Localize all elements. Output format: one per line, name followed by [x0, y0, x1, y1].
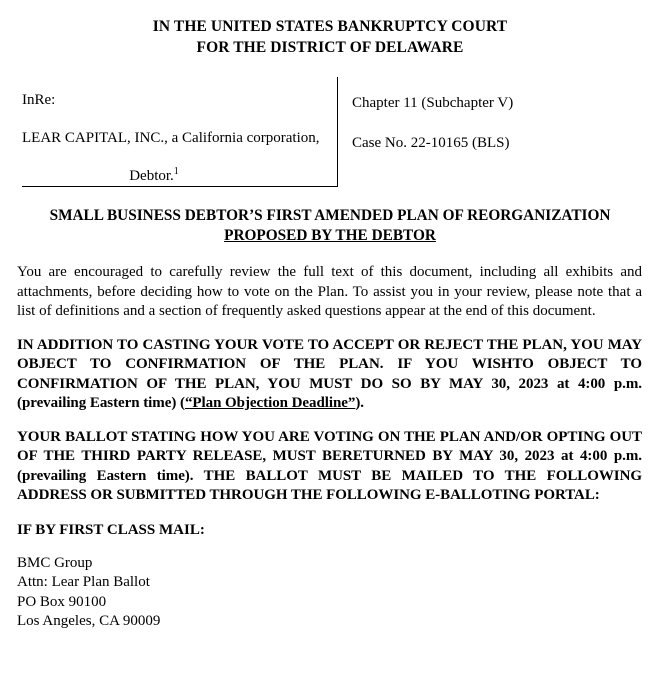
caption-bottom-rule: [22, 186, 338, 187]
caption-vertical-divider: [337, 77, 338, 186]
caption-right-column: [352, 77, 642, 152]
objection-text-before: IN ADDITION TO CASTING YOUR VOTE TO ACCEPT OR REJECT THE PLAN, YOU MAY OBJECT TO CONFIRMATION OF THE PLAN. IF YOU WISHTO OBJECT TO CONFIRMATION OF THE PLAN, YOU MUST DO SO BY MAY 30, 2023 at 4:00 p.m. (prevailing Eastern time) (: [17, 336, 642, 411]
spacer: [17, 322, 642, 336]
case-caption-block: [0, 77, 660, 187]
plan-title-line-2: PROPOSED BY THE DEBTOR: [224, 227, 436, 244]
spacer: [17, 506, 642, 521]
plan-objection-paragraph: [17, 336, 642, 414]
plan-title: [0, 206, 660, 246]
plan-title-line-1: SMALL BUSINESS DEBTOR’S FIRST AMENDED PLAN OF REORGANIZATION: [49, 207, 611, 224]
court-heading-line-2: FOR THE DISTRICT OF DELAWARE: [196, 39, 464, 56]
address-line-2: Attn: Lear Plan Ballot: [17, 574, 150, 590]
address-line-4: Los Angeles, CA 90009: [17, 613, 161, 629]
address-line-1: BMC Group: [17, 554, 93, 571]
plan-objection-deadline-term: “Plan Objection Deadline”: [184, 395, 356, 411]
debtor-role-line: [22, 167, 338, 185]
in-re-label: InRe:: [22, 92, 56, 108]
objection-text-after: ).: [355, 395, 365, 411]
footnote-marker: 1: [173, 166, 179, 177]
address-line-3: PO Box 90100: [17, 593, 107, 610]
court-heading: [0, 0, 660, 58]
court-heading-line-1: IN THE UNITED STATES BANKRUPTCY COURT: [152, 18, 508, 35]
spacer: [17, 540, 642, 554]
first-class-mail-heading: IF BY FIRST CLASS MAIL:: [17, 521, 205, 538]
case-number: Case No. 22-10165 (BLS): [352, 135, 510, 151]
intro-paragraph: You are encouraged to carefully review the full text of this document, including all exhibits and attachments, before deciding how to vote on the Plan. To assist you in your review, please note that a list of definitions and a section of frequently asked questions appear at the end of this document.: [17, 264, 642, 319]
caption-left-column: [22, 77, 338, 185]
debtor-name: LEAR CAPITAL, INC., a California corporation,: [22, 130, 320, 146]
mailing-address-block: [17, 554, 642, 632]
spacer: [17, 246, 642, 263]
spacer: [17, 414, 642, 428]
ballot-instructions-paragraph: YOUR BALLOT STATING HOW YOU ARE VOTING ON THE PLAN AND/OR OPTING OUT OF THE THIRD PARTY RELEASE, MUST BERETURNED BY MAY 30, 2023 at 4:00 p.m. (prevailing Eastern time). THE BALLOT MUST BE MAILED TO THE FOLLOWING ADDRESS OR SUBMITTED THROUGH THE FOLLOWING E-BALLOTING PORTAL:: [17, 428, 642, 503]
document-body: [17, 246, 642, 632]
debtor-role-label: Debtor.: [129, 168, 174, 184]
chapter-designation: Chapter 11 (Subchapter V): [352, 95, 514, 111]
